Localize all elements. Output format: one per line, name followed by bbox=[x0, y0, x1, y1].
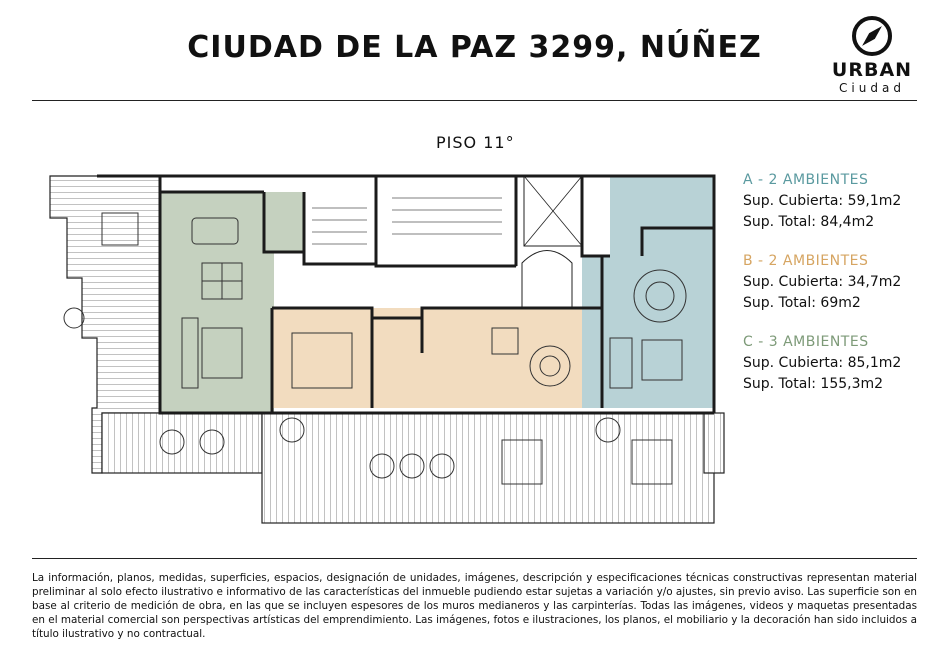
footer-divider bbox=[32, 558, 917, 559]
legend-total: Sup. Total: 69m2 bbox=[743, 295, 861, 311]
legend-unit-b bbox=[743, 251, 901, 314]
floor-plan bbox=[42, 168, 732, 524]
urban-logo bbox=[826, 14, 918, 96]
legend-title: B - 2 AMBIENTES bbox=[743, 253, 869, 269]
logo-sub: Ciudad bbox=[839, 81, 905, 95]
disclaimer: La información, planos, medidas, superficies, espacios, designación de unidades, imágenes, descripción y especificaciones técnicas constructivas representan material preliminar al solo efecto ilustrativo e informativo de las características del inmueble pudiendo estar sujetas a variación y/o ajustes, sin previo aviso. Las superficie son en base al criterio de medición de obra, en las que se incluyen espesores de los muros medianeros y las carpinterías. Todas las imágenes, videos y maquetas presentadas en el material comercial son perspectivas artísticas del emprendimiento. Las imágenes, fotos e ilustraciones, los planos, el mobiliario y la decoración han sido incluidos a título ilustrativo y no contractual. bbox=[32, 572, 917, 640]
legend-covered: Sup. Cubierta: 85,1m2 bbox=[743, 355, 902, 371]
compass-icon bbox=[826, 14, 918, 60]
header-divider bbox=[32, 100, 917, 101]
logo-word: URBAN bbox=[831, 59, 913, 81]
legend-unit-a bbox=[743, 170, 901, 233]
page-title: CIUDAD DE LA PAZ 3299, NÚÑEZ bbox=[187, 30, 762, 65]
unit-legend bbox=[743, 170, 901, 413]
legend-total: Sup. Total: 84,4m2 bbox=[743, 214, 875, 230]
terrace-bottom bbox=[102, 413, 724, 523]
legend-covered: Sup. Cubierta: 34,7m2 bbox=[743, 274, 902, 290]
legend-unit-c bbox=[743, 332, 901, 395]
floor-label: PISO 11° bbox=[436, 133, 515, 152]
legend-total: Sup. Total: 155,3m2 bbox=[743, 376, 884, 392]
legend-title: A - 2 AMBIENTES bbox=[743, 172, 869, 188]
legend-title: C - 3 AMBIENTES bbox=[743, 334, 869, 350]
legend-covered: Sup. Cubierta: 59,1m2 bbox=[743, 193, 902, 209]
unit-b bbox=[272, 308, 602, 408]
